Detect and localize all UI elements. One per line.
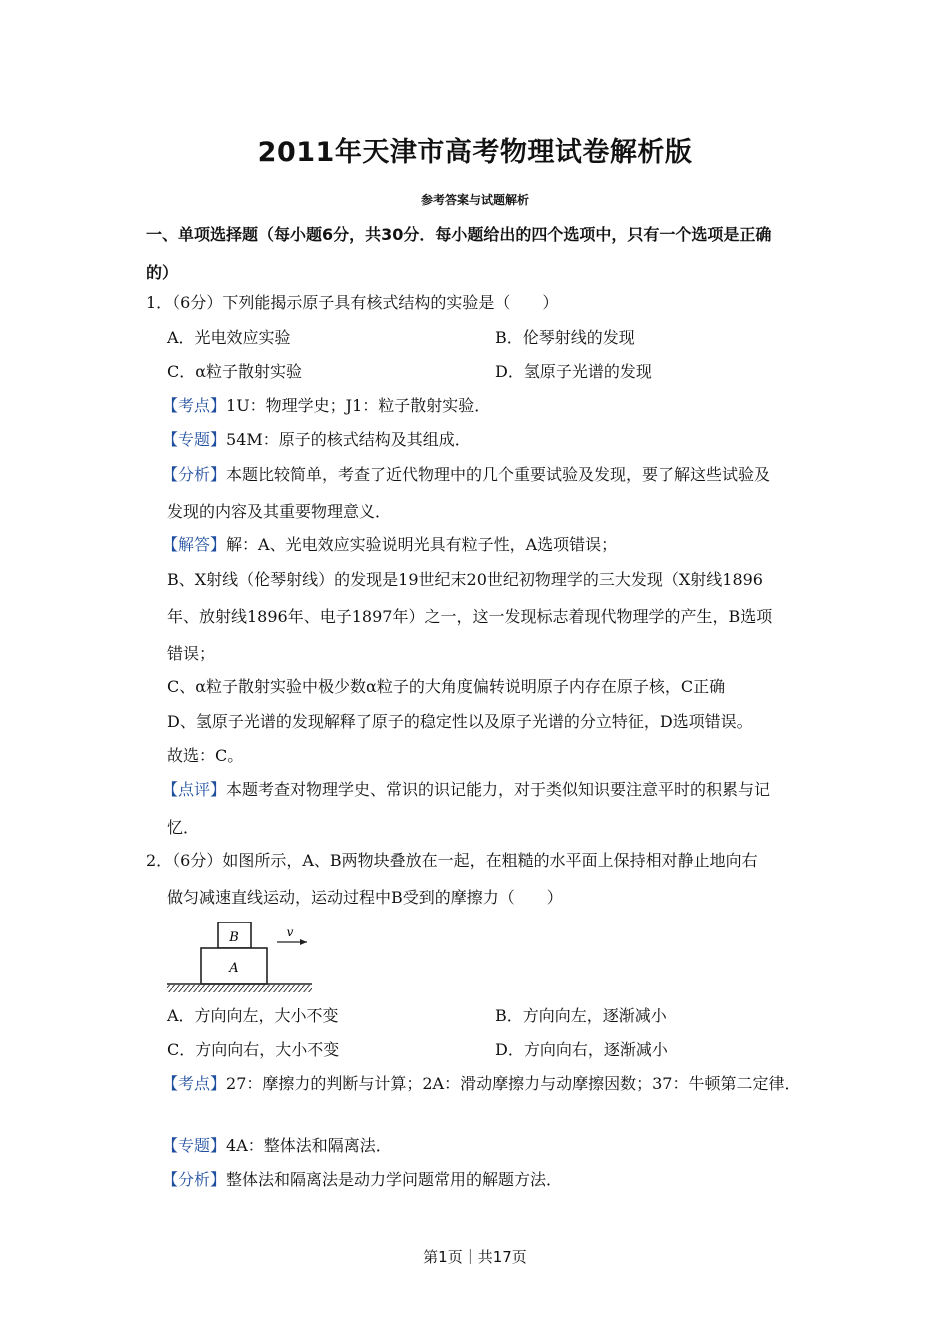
q1-option-c: C．α粒子散射实验 <box>167 362 303 381</box>
jieda-text: 解：A、光电效应实验说明光具有粒子性，A选项错误； <box>226 535 618 554</box>
q1-option-d: D．氢原子光谱的发现 <box>495 362 652 381</box>
q1-jieda-line3: 年、放射线1896年、电子1897年）之一，这一发现标志着现代物理学的产生，B选项 <box>167 607 773 626</box>
q2-option-c: C．方向向右，大小不变 <box>167 1040 340 1059</box>
q1-kaodian <box>162 396 490 416</box>
jieda-tag: 【解答】 <box>162 535 227 554</box>
zhuanti-text: 4A：整体法和隔离法． <box>226 1136 392 1155</box>
q2-zhuanti <box>162 1136 392 1156</box>
section-heading-line2: 的） <box>146 263 179 282</box>
q1-jieda-line6: D、氢原子光谱的发现解释了原子的稳定性以及原子光谱的分立特征，D选项错误。 <box>167 712 753 731</box>
kaodian-text: 1U：物理学史；J1：粒子散射实验． <box>226 396 491 415</box>
fenxi-text: 本题比较简单，考查了近代物理中的几个重要试验及发现，要了解这些试验及 <box>226 465 771 484</box>
q1-dianping <box>162 780 770 800</box>
q1-jieda-line2: B、X射线（伦琴射线）的发现是19世纪末20世纪初物理学的三大发现（X射线1896 <box>167 570 763 589</box>
q1-jieda-line7: 故选：C。 <box>167 746 244 765</box>
q2-stem-line1: 2．（6分）如图所示，A、B两物块叠放在一起，在粗糙的水平面上保持相对静止地向右 <box>146 851 758 870</box>
q1-jieda <box>162 535 617 555</box>
kaodian-tag: 【考点】 <box>162 396 227 415</box>
section-heading-line1: 一、单项选择题（每小题6分，共30分．每小题给出的四个选项中，只有一个选项是正确 <box>146 225 772 244</box>
q1-zhuanti <box>162 430 471 450</box>
q2-kaodian <box>162 1074 800 1094</box>
block-a-label: A <box>229 961 239 976</box>
q2-stem-line2: 做匀减速直线运动，运动过程中B受到的摩擦力（ ） <box>167 888 563 907</box>
q1-jieda-line4: 错误； <box>167 644 216 663</box>
dianping-tag: 【点评】 <box>162 780 227 799</box>
page-title: 2011年天津市高考物理试卷解析版 <box>257 137 693 168</box>
velocity-arrowhead <box>300 939 307 945</box>
zhuanti-tag: 【专题】 <box>162 1136 227 1155</box>
dianping-text: 本题考查对物理学史、常识的识记能力，对于类似知识要注意平时的积累与记 <box>226 780 771 799</box>
q1-stem: 1．（6分）下列能揭示原子具有核式结构的实验是（ ） <box>146 293 559 312</box>
q1-fenxi <box>162 465 770 485</box>
fenxi-tag: 【分析】 <box>162 465 227 484</box>
kaodian-tag: 【考点】 <box>162 1074 227 1093</box>
q1-jieda-line5: C、α粒子散射实验中极少数α粒子的大角度偏转说明原子内存在原子核，C正确 <box>167 677 726 696</box>
kaodian-text: 27：摩擦力的判断与计算；2A：滑动摩擦力与动摩擦因数；37：牛顿第二定律． <box>226 1074 801 1093</box>
q2-option-d: D．方向向右，逐渐减小 <box>495 1040 668 1059</box>
page-footer: 第1页｜共17页 <box>423 1248 527 1266</box>
q1-dianping-line2: 忆． <box>167 818 200 837</box>
q1-option-b: B．伦琴射线的发现 <box>495 328 635 347</box>
blocks-diagram <box>167 922 312 1000</box>
zhuanti-tag: 【专题】 <box>162 430 227 449</box>
q2-figure <box>167 922 312 1004</box>
q2-option-a: A．方向向左，大小不变 <box>167 1006 339 1025</box>
fenxi-tag: 【分析】 <box>162 1170 227 1189</box>
q1-fenxi-line2: 发现的内容及其重要物理意义． <box>167 502 392 521</box>
page-subtitle: 参考答案与试题解析 <box>420 193 529 207</box>
zhuanti-text: 54M：原子的核式结构及其组成． <box>226 430 471 449</box>
ground-hatch <box>167 985 312 992</box>
q2-option-b: B．方向向左，逐渐减小 <box>495 1006 667 1025</box>
q2-fenxi <box>162 1170 562 1190</box>
fenxi-text: 整体法和隔离法是动力学问题常用的解题方法． <box>226 1170 563 1189</box>
velocity-label: v <box>286 925 294 939</box>
q1-option-a: A．光电效应实验 <box>167 328 291 347</box>
block-b-label: B <box>229 930 239 945</box>
